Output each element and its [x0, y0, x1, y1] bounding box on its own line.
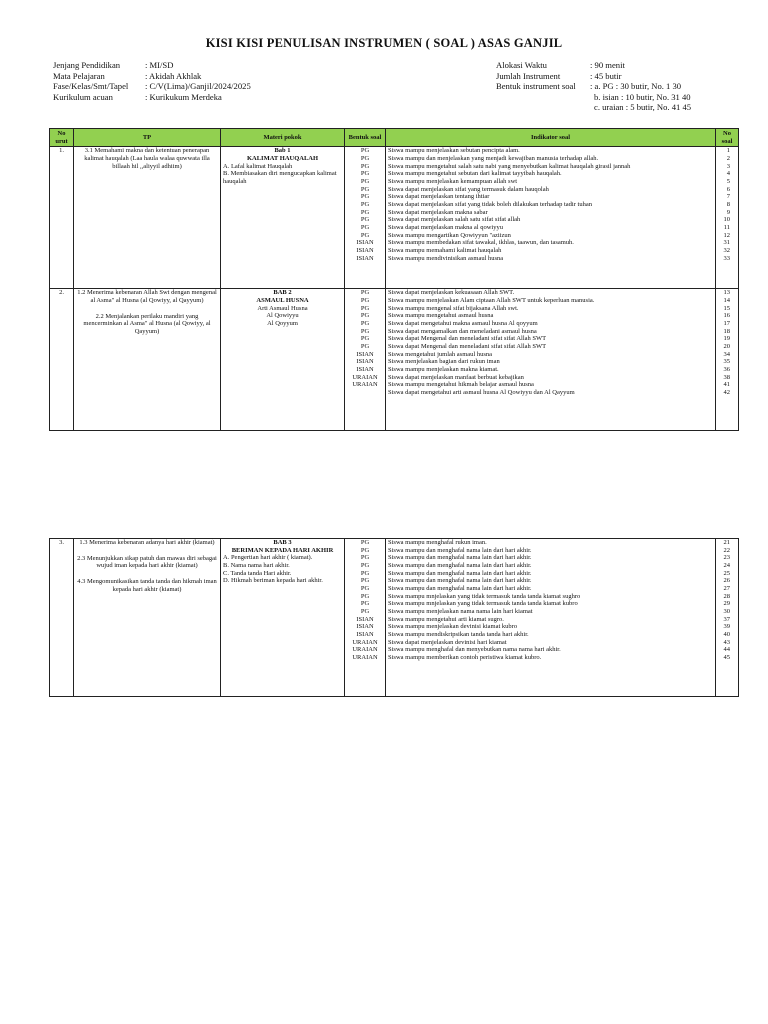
materi-cell	[221, 289, 345, 431]
table-row	[50, 147, 739, 289]
materi-item: D. Hikmah beriman kepada hari akhir.	[223, 577, 323, 585]
bentuk-line: PG	[360, 312, 370, 320]
indikator-line: Siswa mampu mendiskripsikan tanda tanda hari akhir.	[388, 630, 529, 638]
tp-cell	[74, 289, 221, 431]
materi-heading: Bab 1	[274, 147, 291, 155]
indikator-line: Siswa dapat Mengenal dan meneladani sifat sifat Allah SWT	[388, 335, 547, 343]
meta-value: : C/V(Lima)/Ganjil/2024/2025	[145, 81, 251, 92]
nosoal-line: 15	[723, 304, 730, 312]
materi-heading: BAB 2	[273, 289, 292, 297]
bentuk-line: PG	[360, 319, 370, 327]
nosoal-line: 12	[723, 231, 730, 239]
indikator-line: Siswa dapat menjelaskan makna al qowiyyu	[388, 223, 503, 231]
nosoal-line: 37	[723, 615, 730, 623]
indikator-line: Siswa dapat menjelaskan sifat yang termasuk dalam hauqolah	[388, 185, 549, 193]
col-header-tp: TP	[74, 129, 221, 147]
bentuk-line: PG	[360, 185, 370, 193]
bentuk-line: ISIAN	[356, 358, 374, 366]
bentuk-line: PG	[360, 154, 370, 162]
nosoal-line: 20	[723, 342, 730, 350]
bentuk-line: URAIAN	[352, 381, 378, 389]
materi-item: B. Nama nama hari akhir.	[223, 561, 290, 569]
indikator-line: Siswa mampu memahami kalimat hauqalah	[388, 246, 502, 254]
meta-label	[496, 102, 594, 113]
meta-label: Jumlah Instrument	[496, 70, 561, 81]
bentuk-line: PG	[360, 546, 370, 554]
tp-line: 1.3 Menerima kebenaran adanya hari akhir (kiamat)	[79, 539, 215, 546]
nosoal-cell	[716, 147, 739, 289]
indikator-line: Siswa mampu menjelaskan Alam ciptaan Allah SWT untuk keperluan manusia.	[388, 296, 595, 304]
indikator-line: Siswa mampu dan menghafal nama lain dari hari akhir.	[388, 569, 532, 577]
bentuk-line: PG	[360, 223, 370, 231]
nosoal-line: 30	[723, 607, 730, 615]
tp-line: 4.3 Mengomunikasikan tanda tanda dan hikmah iman kepada hari akhir (kiamat)	[77, 577, 217, 593]
indikator-line: Siswa mampu mengetahui asmaul husna	[388, 312, 494, 320]
bentuk-line: PG	[360, 569, 370, 577]
nosoal-line: 31	[723, 239, 730, 247]
meta-value: : Kurikukum Merdeka	[145, 91, 222, 102]
indikator-line: Siswa mampu dan menghafal nama lain dari hari akhir.	[388, 577, 532, 585]
nosoal-line: 41	[723, 381, 730, 389]
materi-heading: KALIMAT HAUQALAH	[246, 154, 319, 162]
indikator-line: Siswa dapat menjelaskan manfaat berbuat kebajikan	[388, 373, 524, 381]
indikator-cell	[386, 289, 716, 431]
nosoal-line: 17	[723, 319, 730, 327]
meta-label: Alokasi Waktu	[496, 60, 547, 70]
tp-cell	[74, 539, 221, 697]
materi-item: Al Qoyyum	[267, 319, 298, 327]
nosoal-cell	[716, 539, 739, 697]
meta-value: b. isian : 10 butir, No. 31 40	[594, 91, 691, 102]
materi-item: Al Qowiyyu	[266, 312, 299, 320]
meta-label: Kurikulum acuan	[53, 91, 113, 102]
indikator-line: Siswa dapat mengetahui makna asmaul husna Al qoyyum	[388, 319, 538, 327]
indikator-line: Siswa dapat menjelaskan tentang ihtiar	[388, 193, 490, 201]
materi-item: C. Tanda tanda Hari akhir.	[223, 569, 292, 577]
indikator-cell	[386, 147, 716, 289]
kisi-table-bottom	[49, 538, 739, 697]
bentuk-line: PG	[360, 600, 370, 608]
bentuk-line: PG	[360, 327, 370, 335]
indikator-line: Siswa mampu menjelaskan nama nama lain hari kiamat	[388, 607, 533, 615]
nosoal-line: 22	[723, 546, 730, 554]
materi-cell	[221, 147, 345, 289]
nosoal-line: 23	[723, 554, 730, 562]
nosoal-line: 44	[723, 646, 730, 654]
bentuk-line: PG	[360, 335, 370, 343]
indikator-line: Siswa mampu dan menjelaskan yang menjadi kewajiban manusia terhadap allah.	[388, 154, 599, 162]
indikator-line: Siswa mampu menjelaskan makna kiamat.	[388, 365, 499, 373]
bentuk-line: PG	[360, 289, 370, 297]
tp-line: 1.2 Menerima kebenaran Allah Swt dengan mengenal al Asma" al Husna (al Qowiyy, al Qayyum)	[77, 289, 217, 304]
nosoal-line: 8	[726, 200, 730, 208]
nosoal-line: 3	[726, 162, 730, 170]
tp-cell	[74, 147, 221, 289]
materi-item: Arti Asmaul Husna	[257, 304, 308, 312]
bentuk-line: PG	[360, 177, 370, 185]
page-title: KISI KISI PENULISAN INSTRUMEN ( SOAL ) ASAS GANJIL	[205, 36, 563, 50]
bentuk-line: PG	[360, 304, 370, 312]
nosoal-line: 1	[726, 147, 730, 155]
bentuk-line: URAIAN	[352, 638, 378, 646]
materi-heading: BAB 3	[273, 539, 292, 546]
nosoal-line: 10	[723, 216, 730, 224]
nosoal-line: 29	[723, 600, 730, 608]
nosoal-line: 21	[723, 539, 730, 546]
bentuk-line: URAIAN	[352, 373, 378, 381]
indikator-line: Siswa dapat menjelaskan makna sabar	[388, 208, 488, 216]
nosoal-line: 36	[723, 365, 730, 373]
materi-cell	[221, 539, 345, 697]
indikator-line: Siswa mampu mnjelaskan yang tidak termasuk tanda tanda kiamat sughro	[388, 592, 581, 600]
indikator-line: Siswa mampu menjelaskan devinisi kiamat kubro	[388, 623, 518, 631]
indikator-line: Siswa dapat Mengenal dan meneladani sifat sifat Allah SWT	[388, 342, 547, 350]
table-row	[50, 539, 739, 697]
table-row	[50, 289, 739, 431]
bentuk-line: PG	[360, 592, 370, 600]
bentuk-line: PG	[360, 584, 370, 592]
bentuk-line: PG	[360, 208, 370, 216]
meta-label	[496, 92, 594, 103]
bentuk-line: URAIAN	[352, 646, 378, 654]
nosoal-line: 6	[726, 185, 730, 193]
row-number: 1.	[50, 147, 74, 289]
indikator-line: Siswa mampu mengetahui arti kiamat sugro.	[388, 615, 504, 623]
indikator-line: Siswa mampu mengetahui sebutan dari kalimat tayyibah hauqalah.	[388, 170, 562, 178]
indikator-line: Siswa mengetahui jumlah asmaul husna	[388, 350, 492, 358]
meta-value: : a. PG : 30 butir, No. 1 30	[590, 81, 682, 92]
indikator-line: Siswa mampu mendivinisikan asmaul husna	[388, 254, 504, 262]
tp-line: 3.1 Memahami makna dan ketentuan penerapan kalimat hauqalah (Laa haula walaa quwwata illa billaah hil ,,aliyyil adhiim)	[84, 147, 210, 170]
bentuk-line: ISIAN	[356, 630, 374, 638]
nosoal-line: 34	[723, 350, 730, 358]
col-header-nosoal: No soal	[716, 129, 739, 147]
indikator-line: Siswa mampu mengenal sifat bijaksana Allah swt.	[388, 304, 519, 312]
nosoal-line: 2	[726, 154, 730, 162]
indikator-line: Siswa dapat mengetahui arti asmaul husna Al Qowiyyu dan Al Qayyum	[388, 388, 575, 396]
nosoal-line: 9	[726, 208, 730, 216]
meta-right-block	[496, 60, 691, 113]
nosoal-line: 7	[726, 193, 730, 201]
bentuk-line: PG	[360, 147, 370, 155]
bentuk-line: PG	[360, 561, 370, 569]
bentuk-line: ISIAN	[356, 615, 374, 623]
materi-heading: BERIMAN KEPADA HARI AKHIR	[231, 546, 334, 554]
bentuk-line: ISIAN	[356, 254, 374, 262]
bentuk-line: PG	[360, 170, 370, 178]
nosoal-line: 4	[726, 170, 730, 178]
nosoal-line: 39	[723, 623, 730, 631]
bentuk-line: PG	[360, 607, 370, 615]
col-header-bentuk: Bentuk soal	[345, 129, 386, 147]
meta-label: Mata Pelajaran	[53, 70, 105, 81]
materi-heading: ASMAUL HUSNA	[256, 296, 309, 304]
indikator-line: Siswa mampu mengartikan Qowiyyun "aziizun	[388, 231, 511, 239]
nosoal-line: 19	[723, 335, 730, 343]
indikator-line: Siswa dapat mengamalkan dan meneladani asmaul husna	[388, 327, 537, 335]
bentuk-line: PG	[360, 554, 370, 562]
bentuk-line: PG	[360, 231, 370, 239]
bentuk-line: PG	[360, 342, 370, 350]
indikator-line: Siswa mampu dan menghafal nama lain dari hari akhir.	[388, 561, 532, 569]
nosoal-line: 38	[723, 373, 730, 381]
nosoal-line: 32	[723, 246, 730, 254]
nosoal-line: 35	[723, 358, 730, 366]
materi-item: A. Lafal kalimat Hauqalah	[223, 162, 293, 170]
kisi-table-top	[49, 128, 739, 431]
bentuk-line: URAIAN	[352, 653, 378, 661]
bentuk-cell	[345, 539, 386, 697]
row-number: 3.	[50, 539, 74, 697]
col-header-indikator: Indikator soal	[386, 129, 716, 147]
indikator-line: Siswa mampu dan menghafal nama lain dari hari akhir.	[388, 554, 532, 562]
nosoal-line: 45	[723, 653, 730, 661]
indikator-line: Siswa mampu menjelaskan sebutan pencipta alam.	[388, 147, 520, 155]
bentuk-line: PG	[360, 162, 370, 170]
indikator-line: Siswa mampu mengetahui salah satu nabi yang menyebutkan kalimat hauqalah girasil jannah	[388, 162, 631, 170]
nosoal-line: 13	[723, 289, 730, 297]
meta-value: : MI/SD	[145, 60, 174, 70]
nosoal-line: 25	[723, 569, 730, 577]
indikator-cell	[386, 539, 716, 697]
nosoal-line: 40	[723, 630, 730, 638]
materi-item: B. Membiasakan diri mengucapkan kalimat hauqalah	[223, 170, 337, 185]
indikator-line: Siswa mampu menjelaskan kemampuan allah swt	[388, 177, 518, 185]
indikator-line: Siswa menjelaskan bagian dari rukun iman	[388, 358, 500, 366]
tp-line: 2.2 Menjalankan perilaku mandiri yang mencerminkan al Asma" al Husna (al Qowiyy, al Qayyum)	[83, 312, 211, 335]
bentuk-line: PG	[360, 216, 370, 224]
nosoal-line: 43	[723, 638, 730, 646]
bentuk-line: PG	[360, 193, 370, 201]
materi-item: A. Pengertian hari akhir ( kiamat).	[223, 554, 313, 562]
bentuk-line: PG	[360, 296, 370, 304]
bentuk-line: ISIAN	[356, 246, 374, 254]
bentuk-line: PG	[360, 200, 370, 208]
bentuk-line: ISIAN	[356, 239, 374, 247]
indikator-line: Siswa dapat menjelaskan kekuasaan Allah SWT.	[388, 289, 515, 297]
nosoal-line: 16	[723, 312, 730, 320]
bentuk-line: PG	[360, 539, 370, 546]
indikator-line: Siswa mampu dan menghafal nama lain dari hari akhir.	[388, 584, 532, 592]
meta-value: : Akidah Akhlak	[145, 70, 202, 81]
indikator-line: Siswa mampu dan menghafal nama lain dari hari akhir.	[388, 546, 532, 554]
indikator-line: Siswa dapat menjelaskan salah satu sifat sifat allah	[388, 216, 521, 224]
nosoal-cell	[716, 289, 739, 431]
meta-label: Jenjang Pendidikan	[53, 60, 121, 70]
nosoal-line: 5	[726, 177, 730, 185]
indikator-line: Siswa dapat menjelaskan devinisi hari kiamat	[388, 638, 507, 646]
nosoal-line: 42	[723, 388, 730, 396]
nosoal-line: 28	[723, 592, 730, 600]
bentuk-line: PG	[360, 577, 370, 585]
meta-label: Bentuk instrument soal	[496, 81, 576, 92]
indikator-line: Siswa mampu memberikan contoh peristiwa kiamat kubro.	[388, 653, 542, 661]
nosoal-line: 26	[723, 577, 730, 585]
tp-line: 2.3 Menunjukkan sikap patuh dan mawas diri sebagai wujud iman kepada hari akhir (kiamat)	[77, 554, 217, 570]
indikator-line: Siswa mampu menghafal dan menyebutkan nama nama hari akhir.	[388, 646, 561, 654]
bentuk-line: ISIAN	[356, 365, 374, 373]
meta-value: : 90 menit	[590, 60, 625, 70]
indikator-line: Siswa mampu mengetahui hikmah belajar asmaul husna	[388, 381, 534, 389]
row-number: 2.	[50, 289, 74, 431]
col-header-materi: Materi pokok	[221, 129, 345, 147]
nosoal-line: 24	[723, 561, 730, 569]
bentuk-cell	[345, 289, 386, 431]
bentuk-line: ISIAN	[356, 623, 374, 631]
nosoal-line: 18	[723, 327, 730, 335]
meta-value: c. uraian : 5 butir, No. 41 45	[594, 102, 692, 113]
col-header-no: No urut	[50, 129, 74, 147]
indikator-line: Siswa dapat menjelaskan sifat yang tidak boleh dilakukan terhadap tadir tuhan	[388, 200, 592, 208]
indikator-line: Siswa mampu menghafal rukun iman.	[388, 539, 487, 546]
indikator-line: Siswa mampu membedakan sifat tawakal, ikhlas, taawun, dan tasamuh.	[388, 239, 574, 247]
meta-value: : 45 butir	[590, 70, 622, 81]
meta-left-block	[53, 60, 251, 102]
indikator-line: Siswa mampu mnjelaskan yang tidak termasuk tanda tanda kiamat kubro	[388, 600, 578, 608]
nosoal-line: 14	[723, 296, 730, 304]
meta-label: Fase/Kelas/Smt/Tapel	[53, 81, 129, 92]
nosoal-line: 11	[723, 223, 730, 231]
bentuk-line: ISIAN	[356, 350, 374, 358]
nosoal-line: 33	[723, 254, 730, 262]
nosoal-line: 27	[723, 584, 730, 592]
bentuk-cell	[345, 147, 386, 289]
